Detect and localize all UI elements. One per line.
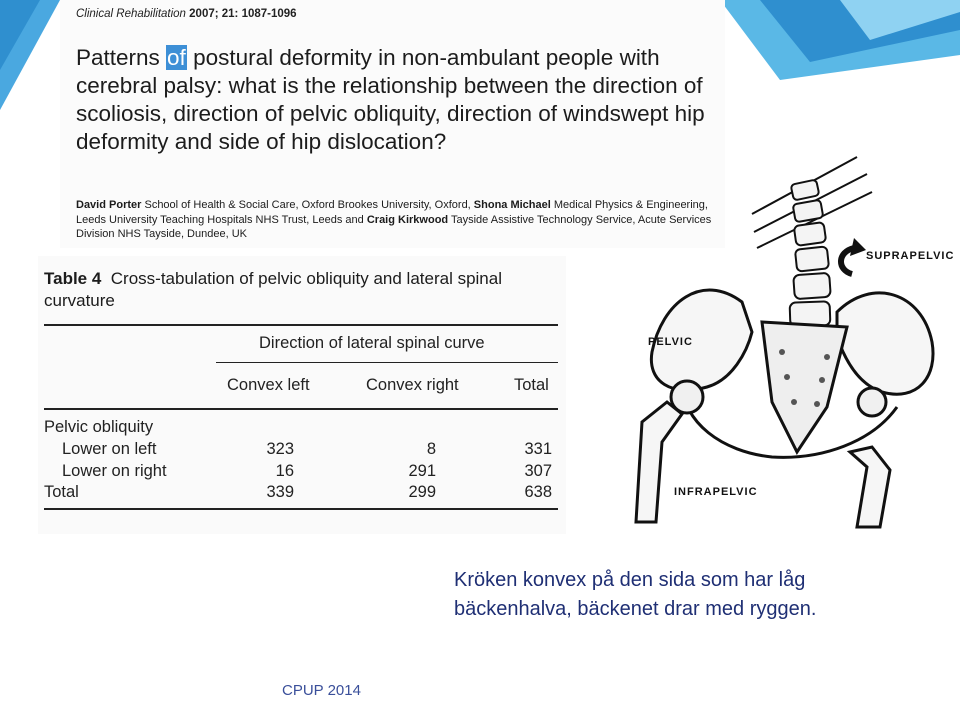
- cross-tabulation-table: [38, 256, 566, 534]
- article-authors: David Porter School of Health & Social Care, Oxford Brookes University, Oxford, Shona Michael Medical Physics & Engineering, Leeds University Teaching Hospitals NHS Trust, Leeds and Craig Kirkwood Tayside Assistive Technology Service, Acute Services Division NHS Tayside, Dundee, UK: [76, 199, 712, 240]
- cell-lower-right-convex-right: 291: [408, 462, 436, 480]
- slide-caption: Kröken konvex på den sida som har låg bäckenhalva, bäckenet drar med ryggen.: [454, 569, 817, 620]
- cell-lower-left-convex-left: 323: [266, 440, 294, 458]
- table-top-rule: [44, 324, 558, 326]
- table-caption: Table 4 Cross-tabulation of pelvic obliquity and lateral spinal curvature: [44, 269, 502, 310]
- label-pelvic: PELVIC: [648, 336, 693, 348]
- title-highlight: of: [167, 45, 186, 70]
- table-bottom-rule: [44, 508, 558, 510]
- cell-total-convex-right: 299: [408, 483, 436, 501]
- cell-total-total: 638: [524, 483, 552, 501]
- article-title: Patterns of postural deformity in non-ambulant people with cerebral palsy: what is the relationship between the direction of scoliosis, direction of pelvic obliquity, direction of windswept hip deformity and side of hip dislocation?: [76, 45, 705, 154]
- label-suprapelvic: SUPRAPELVIC: [866, 250, 955, 262]
- cell-total-convex-left: 339: [266, 483, 294, 501]
- table-spanner-header: Direction of lateral spinal curve: [259, 334, 485, 352]
- column-header-convex-left: Convex left: [227, 376, 310, 394]
- cell-lower-right-total: 307: [524, 462, 552, 480]
- pelvis-illustration: [622, 152, 960, 532]
- cell-lower-right-convex-left: 16: [275, 462, 294, 480]
- row-label-total: Total: [44, 483, 79, 501]
- spanner-rule: [216, 362, 558, 363]
- column-header-convex-right: Convex right: [366, 376, 459, 394]
- row-label-lower-on-left: Lower on left: [62, 440, 157, 458]
- journal-citation: Clinical Rehabilitation 2007; 21: 1087-1096: [76, 8, 297, 20]
- cell-lower-left-total: 331: [524, 440, 552, 458]
- table-header-rule: [44, 408, 558, 410]
- label-infrapelvic: INFRAPELVIC: [674, 486, 758, 498]
- slide-corner-decoration-left: [0, 0, 60, 110]
- slide-footer: CPUP 2014: [282, 682, 361, 699]
- row-group-label: Pelvic obliquity: [44, 418, 154, 436]
- row-label-lower-on-right: Lower on right: [62, 462, 167, 480]
- cell-lower-left-convex-right: 8: [426, 440, 436, 458]
- column-header-total: Total: [514, 376, 549, 394]
- slide-corner-decoration-right: [720, 0, 960, 80]
